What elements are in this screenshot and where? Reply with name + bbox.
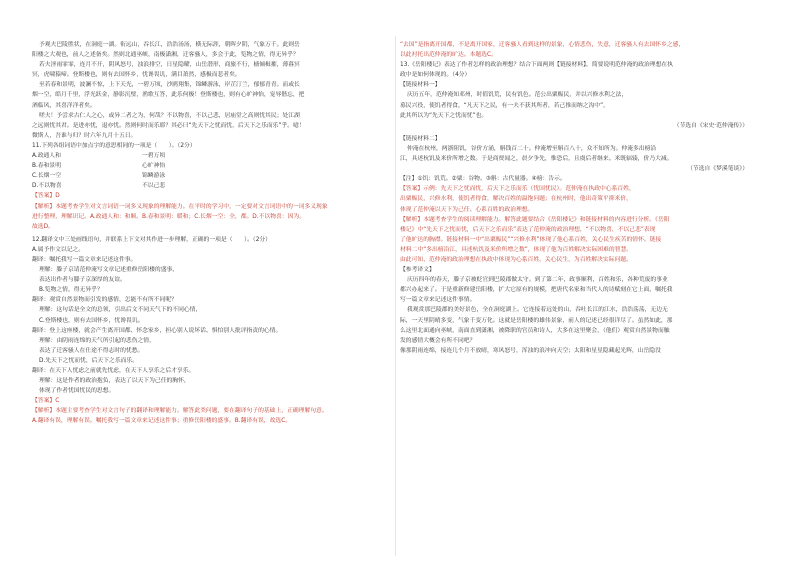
source-line: （节选自《梦溪笔谈》） (687, 166, 748, 173)
text-line: B.览物之情，得无异乎？ (38, 287, 103, 294)
text-line: 阳楼之大观也，前人之述备矣。然则北通巫峡，南极潇湘，迁客骚人，多会于此，览物之情，得无异乎？ (32, 52, 299, 59)
text-line: 募民兴役，使饥者得食，“凡天下之民，有一夫不获其所者，若己推而纳之沟中”， (400, 102, 609, 109)
column-divider (395, 36, 396, 556)
text-line: C.登斯楼也，则有去国怀乡，忧谗畏讥。 (38, 317, 144, 324)
analysis-text: 【解析】本题考查学生对文言词语一词多义现象的理解能力。在平时的学习中，一定要对文言词语中的一词多义现象 (32, 203, 328, 210)
text-line: A.属予作文以记之。 (32, 246, 85, 253)
text-line: 理解：滕子京请范仲淹写文章记述重修岳阳楼的盛事， (38, 267, 179, 274)
option-text: A.政通人和 (32, 153, 61, 160)
option-text: B.春和景明 (32, 163, 62, 170)
translation-line: 际，一天里阴晴多变，气象千变万化。这就是岳阳楼的雄伟景象，前人的记述已经很详尽了。虽然如此，那 (400, 317, 673, 324)
option-row (32, 161, 382, 171)
left-column (32, 40, 382, 427)
translation-line: 发的感情大概会有所不同吧？ (400, 337, 476, 344)
text-line: 表达出作者与滕子京深厚的友谊。 (38, 277, 126, 284)
text-line: 政中是如何体现的。（4分） (400, 72, 471, 79)
analysis-text: 楼记》中“先天下之忧而忧，后天下之乐而乐”表达了范仲淹的政治理想，“不以物喜，不以己悲”表现 (400, 226, 656, 233)
analysis-text: 【解析】本题主要考查学生对文言句子的翻译和理解能力。解答此类问题，要在翻译句子的基础上，正确理解句意。 (32, 408, 328, 415)
question-12: 12.翻译文中三处画线语句，并联系上下文对其作进一步理解，正确的一项是（ ）。（2分） (32, 236, 271, 243)
text-line: 翻译：在天下人忧虑之前就先忧虑，在天下人享乐之后才享乐。 (32, 368, 195, 374)
analysis-text: 【解析】本题考查学生的阅读理解能力。解答此题要结合《岳阳楼记》和链接材料的内容进行分析。《岳阳 (400, 216, 670, 223)
question-11: 11.下列各组词语中加点字的意思相同的一项是（ ）。（2分） (32, 142, 196, 149)
text-line: 至若春和景明，波澜不惊，上下天光，一碧万顷，沙鸥翔集，锦鳞游泳，岸芷汀兰，郁郁青青。而或长 (38, 82, 300, 89)
text-line: 酒临风，其喜洋洋者矣。 (32, 102, 96, 109)
text-line: 翻译：嘱托我写一篇文章来记述这件事。 (32, 256, 137, 263)
analysis-text: “去国”是指离开国都，不是离开国家，迁客骚人看到这样的景象，心情悲伤，失意，迁客骚人有去国怀乡之感， (400, 42, 685, 48)
right-column (400, 40, 754, 356)
source-line: （节选自《宋史·范仲淹传》） (673, 122, 748, 129)
text-line: 仲淹在杭州，两浙阻饥，谷价方涌，斛钱百二十。仲淹增至斛百八十，众不知所为。仲淹多出榜沿 (406, 145, 657, 152)
translation-line: 都兴办起来了。于是重新修建岳阳楼，扩大它原有的规模，把唐代名家和当代人的诗赋刻在它上面，嘱托我 (400, 287, 673, 294)
answer-label: 【答案】D (32, 193, 60, 200)
text-line: 嗟夫！予尝求古仁人之心，或异二者之为，何哉？不以物喜，不以己悲，居庙堂之高则忧其民；处江湖 (38, 112, 300, 119)
text-line: 烟一空，皓月千里，浮光跃金，静影沉璧，渔歌互答，此乐何极！登斯楼也，则有心旷神怡，宠辱偕忘，把 (32, 92, 305, 99)
analysis-text: 由此可知，范仲淹的政治理想在执政中体现为心系百姓，关心民生，为百姓解决实际问题。 (400, 256, 632, 263)
text-line: 理解：由阴雨连绵的天气所引起的悲伤之情， (38, 337, 155, 344)
text-line: 此其所以为“先天下之忧而忧”也。 (400, 112, 488, 119)
translation-line: 写一篇文章来记述这件事情。 (400, 297, 476, 304)
text-line: 体现了作者忧国忧民的思想。 (38, 388, 115, 395)
answer-text: 体现了范仲淹以天下为己任、心系百姓的政治理想。 (400, 206, 534, 213)
analysis-text: 以此衬托出范仲淹的旷达。本题选C。 (400, 52, 497, 59)
translation-line: 庆历四年的春天，滕子京被贬官到巴陵郡做太守。到了第二年，政事顺利，百姓和乐，各种荒废的事业 (406, 277, 668, 284)
option-text: 锦鳞游泳 (142, 173, 166, 180)
option-text: 不以己悲 (142, 183, 166, 190)
translation-line: 像那阴雨连绵，接连几个月不放晴，寒风怒号，浑浊的浪冲向天空；太阳和星星隐藏起光辉，山岳隐没 (400, 347, 661, 354)
analysis-text: 故选D。 (32, 223, 54, 230)
analysis-text: A.翻译有误，理解有误。嘱托我写一篇文章来记述这件事；重修岳阳楼的盛事。B.翻译有误，故选C。 (32, 418, 292, 425)
option-row (32, 181, 382, 191)
question-13: 13.《岳阳楼记》表达了作者怎样的政治理想？结合下面两则【链接材料】，简要说明范仲淹的政治理想在执 (400, 62, 673, 69)
reference-label: 【参考译文】 (400, 267, 435, 274)
option-row (32, 151, 382, 161)
option-row (32, 171, 382, 181)
option-text: 心旷神怡 (142, 163, 166, 170)
answer-text: 出粟赈民，兴修水利，使饥者得食，解决百姓的温饱问题；在杭州时，他出奇策平抑米价， (400, 196, 632, 203)
analysis-text: 进行整理，理解识记。A.政通人和：和顺。B.春和景明：暖和；C.长烟一空：全，都。D.不以物喜：因为。 (32, 213, 305, 220)
analysis-text: 了他旷达的胸襟。链接材料一中“出粟赈民”“兴修水利”体现了他心系百姓，关心民生疾苦的情怀。链接 (400, 236, 662, 243)
text-line: 理解：这是作者的政治抱负，表达了以天下为己任的胸怀， (38, 378, 190, 385)
text-line: 庆历五年，范仲淹知邓州，时值饥荒，民有饥色。范公出粟赈民，并以兴修水利之法， (406, 92, 628, 99)
note-line: 【注】①饥：饥荒。②粟：谷物。③斛：古代量器。④榜：告示。 (400, 176, 566, 183)
option-text: 一碧万顷 (142, 153, 166, 160)
analysis-text: 材料二中“多出榜沿江，具述杭饥及米价所增之数”，体现了他为百姓解决实际困难的智慧。 (400, 246, 633, 253)
text-line: 江，具述杭饥及米价所增之数。于是商贾闻之，晨夕争先，惟恐后，且虞后者继来。米既辐辏，价乃大减。 (400, 156, 673, 163)
translation-line: 我观赏那巴陵郡的美好景色，全在洞庭湖上。它连接着远处的山，吞吐长江的江水，浩浩荡荡，无边无 (406, 307, 668, 314)
material-label: 【链接材料一】 (400, 82, 441, 89)
answer-label: 【答案】C (32, 398, 60, 405)
text-line: 冥，虎啸猿啼。登斯楼也，则有去国怀乡，忧谗畏讥，满目萧然，感极而悲者矣。 (32, 72, 241, 79)
text-line: 翻译：登上这座楼，就会产生离开国都、怀念家乡，担心别人说坏话、惧怕别人批评指责的心情。 (32, 327, 282, 334)
text-line: D.先天下之忧而忧，后天下之乐而乐。 (38, 357, 139, 364)
option-text: C.长烟一空 (32, 173, 62, 180)
text-line: 微斯人，吾谁与归？时六年九月十五日。 (32, 132, 137, 139)
text-line: 予观夫巴陵胜状，在洞庭一湖。衔远山，吞长江，浩浩汤汤，横无际涯，朝晖夕阴，气象万千。此则岳 (38, 42, 300, 48)
text-line: 表达了迁客骚人在仕途不得志时的忧愁。 (38, 347, 144, 354)
text-line: 翻译：观赏自然景物而引发的感情，怎能不有所不同呢？ (32, 297, 177, 304)
text-line: 若夫淫雨霏霏，连月不开，阴风怒号，浊浪排空，日星隐曜，山岳潜形，商旅不行，樯倾楫摧，薄暮冥 (38, 62, 300, 69)
answer-text: 【答案】示例：先天下之忧而忧，后天下之乐而乐（忧国忧民）。范仲淹在执政中心系百姓， (400, 186, 635, 193)
translation-line: 么这里北面通向巫峡，南面直到潇湘，被降职的官员和诗人，大多在这里聚会，（他们）观赏自然景物而触 (400, 327, 670, 334)
option-text: D.不以物喜 (32, 183, 62, 190)
text-line: 理解：这句话是全文的总领，引出后文不同天气下的不同心情， (38, 307, 202, 314)
material-label: 【链接材料二】 (400, 135, 441, 142)
text-line: 之远则忧其君。是进亦忧，退亦忧。然则何时而乐耶？其必曰“先天下之忧而忧，后天下之乐而乐”乎。噫！ (32, 122, 305, 129)
